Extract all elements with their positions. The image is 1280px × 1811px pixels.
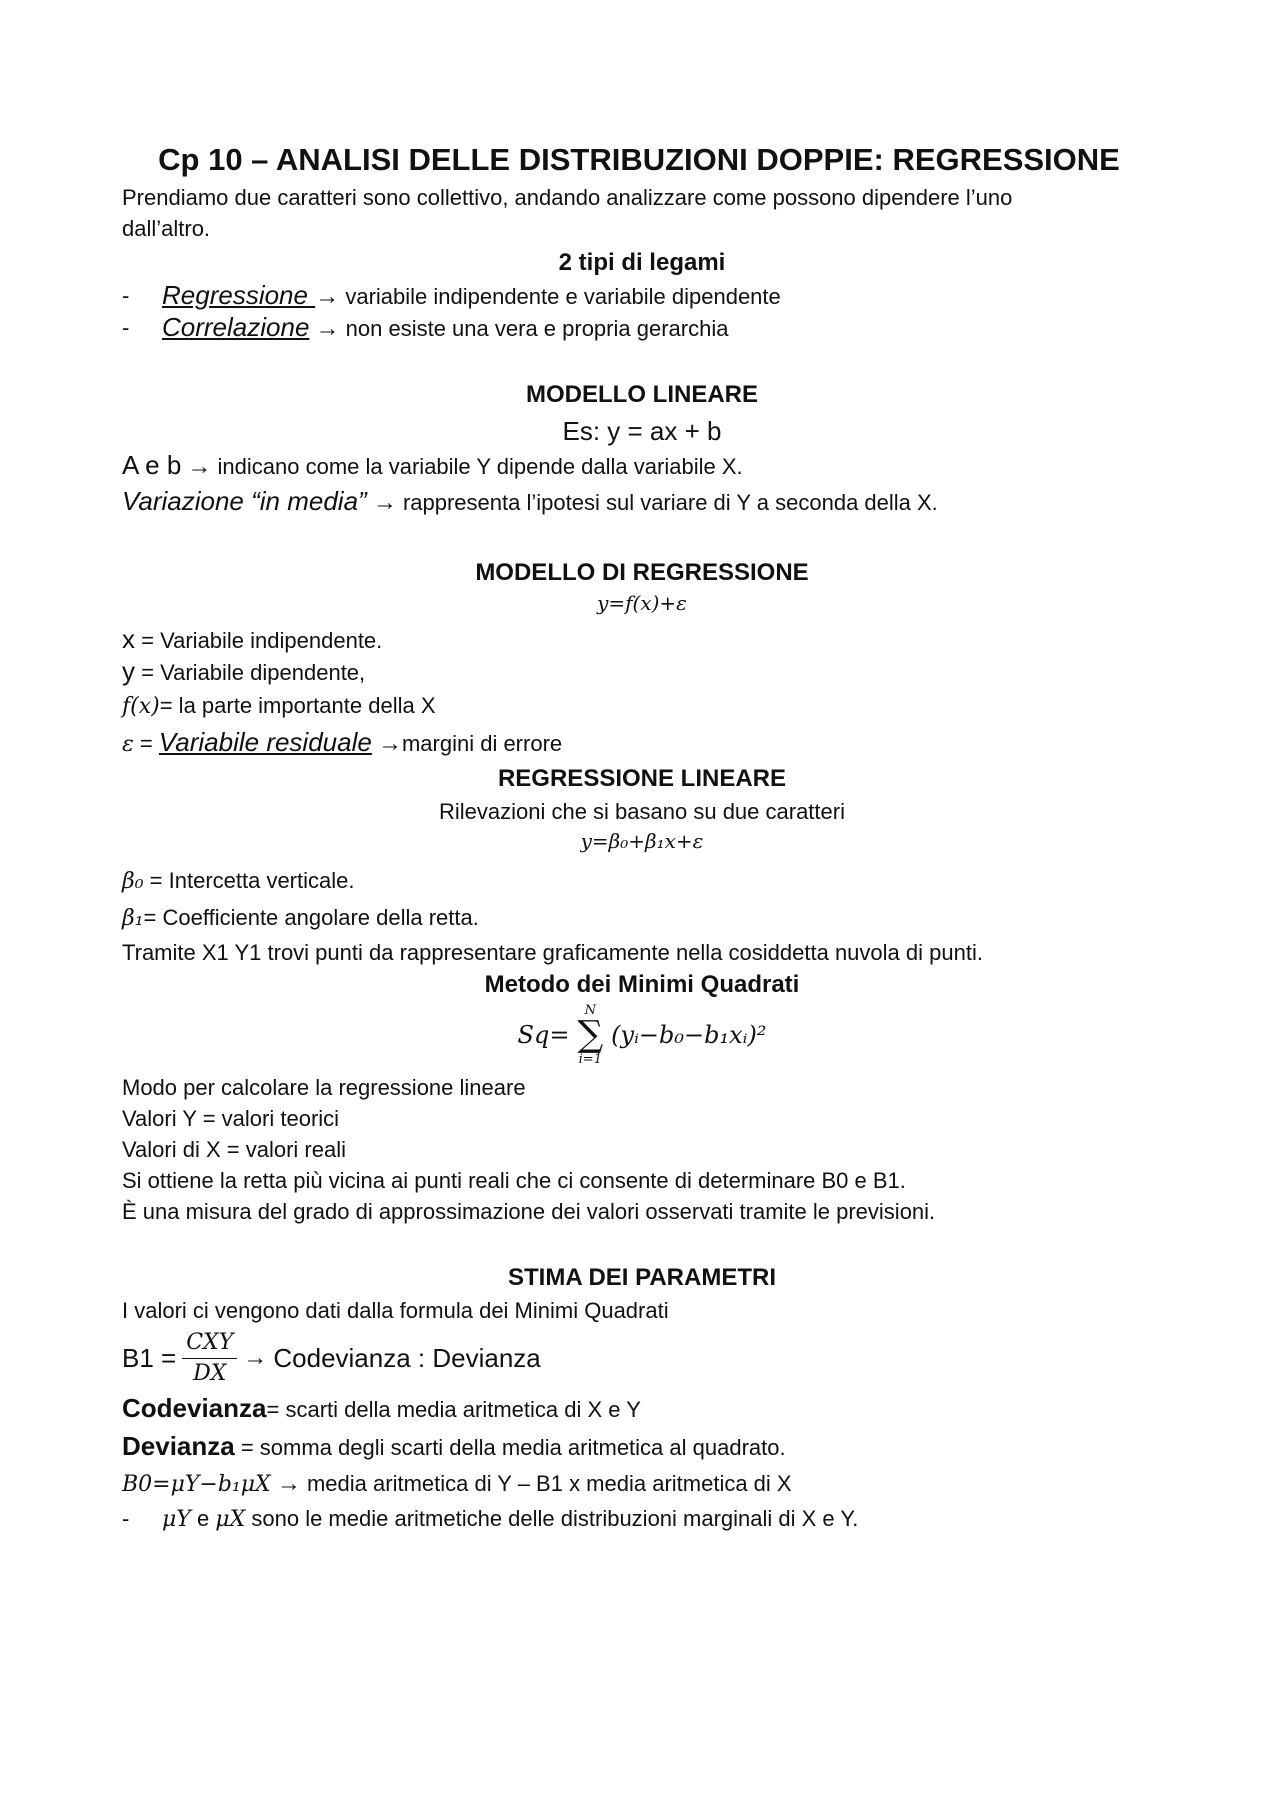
mu-y-symbol: μY (162, 1507, 191, 1532)
variazione-line (122, 482, 1162, 522)
f-symbol: f(x) (122, 694, 160, 719)
devianza-desc: = somma degli scarti della media aritmetica al quadrato. (234, 1435, 786, 1460)
stima-intro: I valori ci vengono dati dalla formula dei Minimi Quadrati (122, 1298, 669, 1323)
mq-line: Valori Y = valori teorici (122, 1106, 340, 1131)
mq-line: Valori di X = valori reali (122, 1137, 346, 1162)
epsilon-eq: = (133, 731, 159, 756)
sq-lhs: Sq= (517, 1021, 570, 1049)
f-desc: = la parte importante della X (159, 693, 436, 718)
mq-line: Modo per calcolare la regressione lineare (122, 1075, 526, 1100)
sigma-icon (577, 1004, 603, 1066)
f-definition (122, 688, 1162, 725)
ab-line (122, 450, 1162, 482)
bullet-dash: - (122, 315, 130, 340)
ab-term: A e b (122, 450, 182, 480)
legame-item-correlazione (122, 312, 1162, 344)
y-definition (122, 656, 1162, 688)
regressione-lineare-subtitle: Rilevazioni che si basano su due caratteri (438, 799, 845, 824)
devianza-term: Devianza (122, 1431, 235, 1461)
b1-numerator: CXY (182, 1330, 237, 1359)
ab-desc: indicano come la variabile Y dipende dalla variabile X. (217, 454, 743, 479)
legame-item-regressione (122, 280, 1162, 312)
intro-line-1: Prendiamo due caratteri sono collettivo, andando analizzare come possono dipendere l’uno (122, 185, 1013, 210)
devianza-definition (122, 1428, 1162, 1466)
epsilon-symbol: ε (122, 732, 134, 757)
x-desc: = Variabile indipendente. (135, 628, 383, 653)
epsilon-desc: margini di errore (401, 731, 563, 756)
beta0-symbol: β₀ (122, 869, 144, 894)
mu-desc: sono le medie aritmetiche delle distribuzioni marginali di X e Y. (245, 1506, 859, 1531)
modello-lineare-heading: MODELLO LINEARE (526, 381, 758, 408)
x-definition (122, 624, 1162, 656)
mu-e: e (190, 1506, 216, 1531)
legame-desc: variabile indipendente e variabile dipendente (345, 284, 781, 309)
legami-heading: 2 tipi di legami (558, 249, 726, 276)
mq-line: È una misura del grado di approssimazione dei valori osservati tramite le previsioni. (122, 1199, 936, 1224)
codevianza-term: Codevianza (122, 1393, 267, 1423)
intro-line-2: dall’altro. (122, 216, 211, 241)
term-correlazione: Correlazione (162, 312, 310, 342)
arrow-right-icon: → (315, 283, 340, 310)
stima-heading: STIMA DEI PARAMETRI (508, 1264, 776, 1291)
b0-formula: B0=μY−b₁μX (122, 1472, 271, 1497)
sum-symbol: ∑ (577, 1014, 604, 1055)
codevianza-desc: = scarti della media aritmetica di X e Y (266, 1397, 641, 1422)
modello-regressione-heading: MODELLO DI REGRESSIONE (475, 559, 809, 586)
b1-label: B1 = (122, 1343, 177, 1373)
modello-lineare-example: Es: y = ax + b (562, 416, 722, 446)
arrow-right-icon: → (276, 1470, 301, 1497)
arrow-right-icon: → (315, 315, 340, 342)
b0-formula-line (122, 1466, 1162, 1503)
minimi-quadrati-heading: Metodo dei Minimi Quadrati (484, 971, 800, 998)
term-variabile-residuale: Variabile residuale (158, 727, 372, 757)
linear-regression-formula: y=β₀+β₁x+ε (580, 829, 704, 853)
epsilon-definition (122, 725, 1162, 762)
variazione-desc: rappresenta l’ipotesi sul variare di Y a seconda della X. (402, 490, 938, 515)
beta1-definition (122, 900, 1162, 937)
arrow-right-icon: → (243, 1344, 268, 1371)
least-squares-formula (122, 1004, 1162, 1066)
regressione-lineare-heading: REGRESSIONE LINEARE (497, 765, 787, 792)
beta0-desc: = Intercetta verticale. (143, 868, 355, 893)
bullet-dash: - (122, 1506, 130, 1531)
arrow-right-icon: → (187, 453, 212, 480)
arrow-right-icon: → (377, 730, 402, 757)
b1-denominator: DX (193, 1360, 227, 1386)
beta1-symbol: β₁ (122, 906, 144, 931)
arrow-right-icon: → (372, 489, 397, 516)
beta0-definition (122, 863, 1162, 900)
legame-desc: non esiste una vera e propria gerarchia (345, 316, 729, 341)
b1-formula-line (122, 1326, 1162, 1390)
sum-lower-limit: i=1 (578, 1052, 602, 1067)
bullet-dash: - (122, 283, 130, 308)
y-desc: = Variabile dipendente, (135, 660, 366, 685)
term-regressione: Regressione (162, 280, 316, 310)
y-symbol: y (122, 656, 135, 686)
document-body (122, 138, 1162, 1535)
b1-fraction (182, 1330, 237, 1387)
page-title: Cp 10 – ANALISI DELLE DISTRIBUZIONI DOPPIE: REGRESSIONE (158, 142, 1120, 177)
codevianza-definition (122, 1390, 1162, 1428)
variazione-term: Variazione “in media” (122, 486, 367, 516)
mq-line: Si ottiene la retta più vicina ai punti reali che ci consente di determinare B0 e B1. (122, 1168, 906, 1193)
tramite-line: Tramite X1 Y1 trovi punti da rappresentare graficamente nella cosiddetta nuvola di punti. (122, 940, 983, 965)
mu-note (122, 1503, 1162, 1535)
regression-model-formula: y=f(x)+ε (597, 591, 687, 615)
b0-desc: media aritmetica di Y – B1 x media aritmetica di X (306, 1471, 792, 1496)
mu-x-symbol: μX (215, 1507, 246, 1532)
x-symbol: x (122, 624, 135, 654)
b1-desc: Codevianza : Devianza (273, 1343, 541, 1373)
beta1-desc: = Coefficiente angolare della retta. (143, 905, 479, 930)
sum-upper-limit: N (584, 1003, 596, 1018)
sq-rhs: (yᵢ−b₀−b₁xᵢ)² (611, 1021, 767, 1049)
